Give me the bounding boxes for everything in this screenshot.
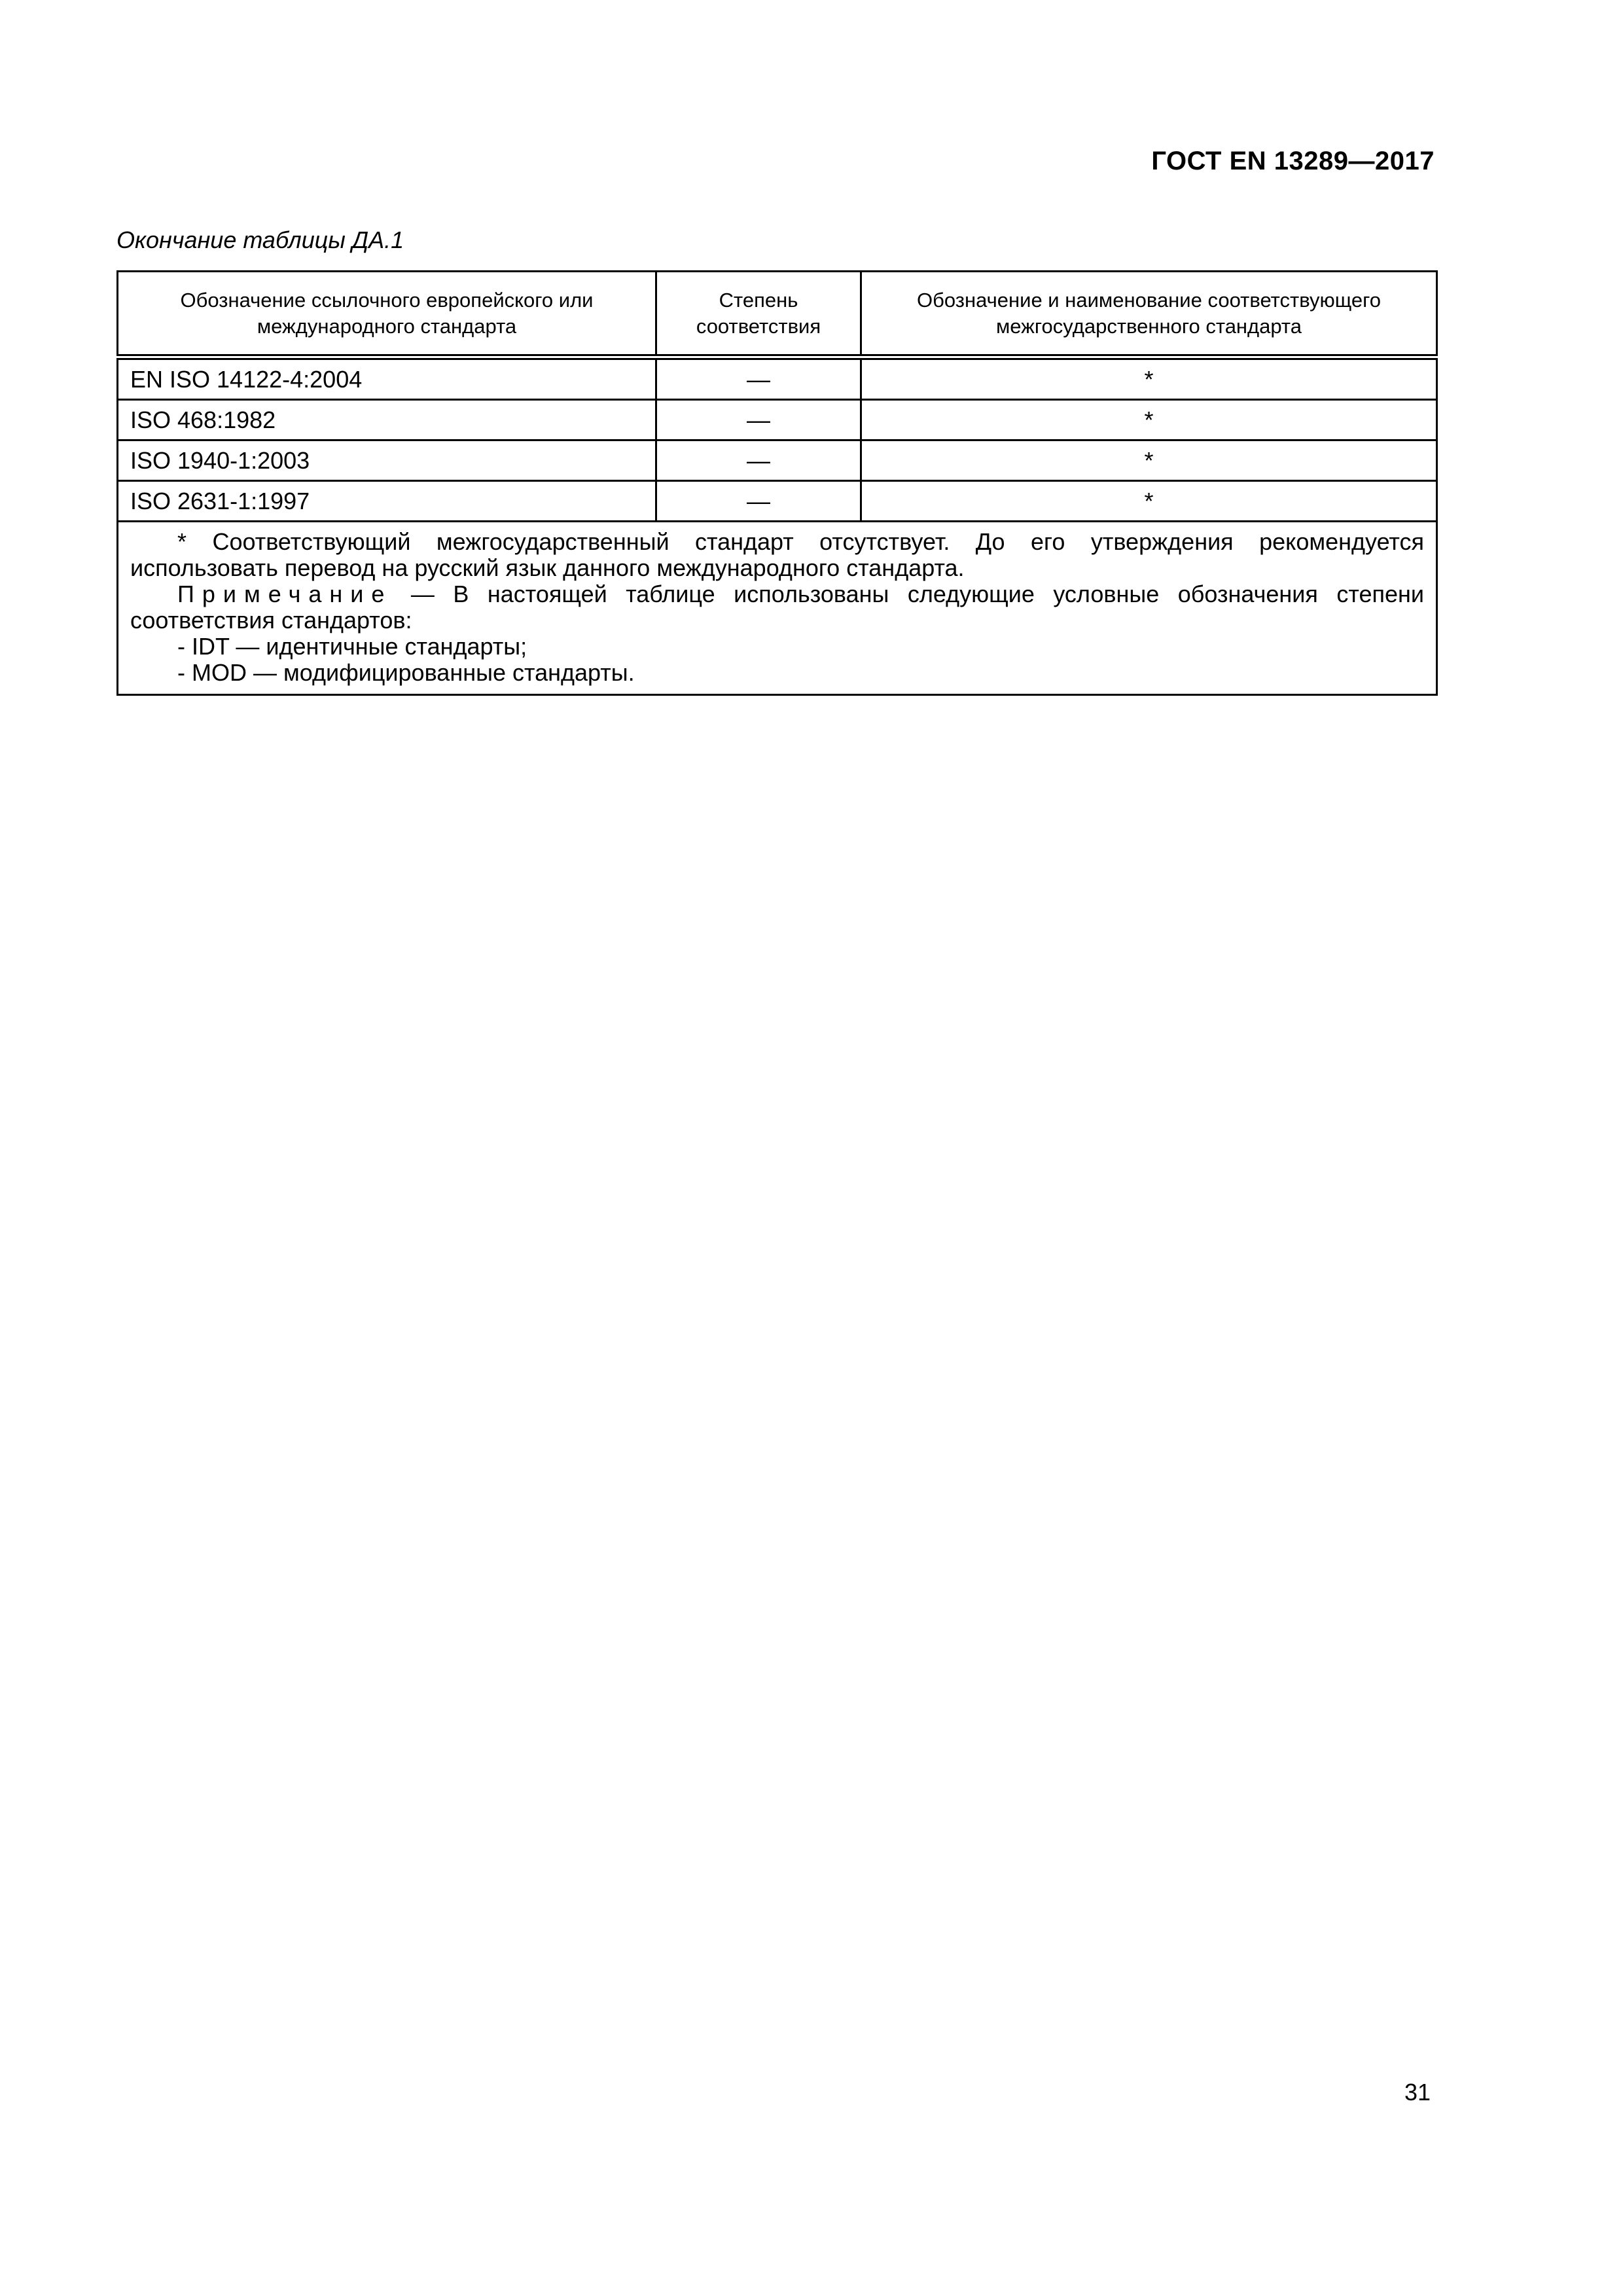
- column-header-degree: Степень соответствия: [656, 272, 861, 357]
- table-caption: Окончание таблицы ДА.1: [116, 226, 404, 253]
- table-row: [118, 400, 1437, 440]
- table-footnote: [118, 522, 1437, 695]
- document-code: ГОСТ EN 13289—2017: [1151, 147, 1435, 175]
- table-note: [130, 581, 1424, 634]
- table-row: [118, 357, 1437, 400]
- degree-cell: —: [656, 481, 861, 522]
- table-row: [118, 440, 1437, 481]
- table-row: [118, 481, 1437, 522]
- page-number: 31: [1404, 2079, 1431, 2106]
- reference-standard-cell: ISO 2631-1:1997: [118, 481, 656, 522]
- note-list-item-idt: - IDT — идентичные стандарты;: [177, 633, 527, 660]
- reference-standard-cell: ISO 1940-1:2003: [118, 440, 656, 481]
- asterisk-footnote: * Соответствующий межгосударственный стандарт отсутствует. До его утверждения рекомендуется использовать перевод на русский язык данного международного стандарта.: [130, 528, 1424, 581]
- reference-standard-cell: EN ISO 14122-4:2004: [118, 357, 656, 400]
- note-text: — В настоящей таблице использованы следующие условные обозначения степени соответствия стандартов:: [130, 581, 1424, 634]
- degree-cell: —: [656, 440, 861, 481]
- column-header-interstate-standard: Обозначение и наименование соответствующего межгосударственного стандарта: [861, 272, 1437, 357]
- column-header-reference-standard: Обозначение ссылочного европейского или международного стандарта: [118, 272, 656, 357]
- degree-cell: —: [656, 400, 861, 440]
- table-header-row: [118, 272, 1437, 357]
- reference-standard-cell: ISO 468:1982: [118, 400, 656, 440]
- note-label: Примечание: [177, 581, 393, 607]
- interstate-standard-cell: *: [861, 357, 1437, 400]
- table-footnote-row: [118, 522, 1437, 695]
- reference-standards-table: [116, 270, 1438, 696]
- interstate-standard-cell: *: [861, 440, 1437, 481]
- interstate-standard-cell: *: [861, 400, 1437, 440]
- degree-cell: —: [656, 357, 861, 400]
- note-list-item-mod: - MOD — модифицированные стандарты.: [177, 659, 635, 686]
- interstate-standard-cell: *: [861, 481, 1437, 522]
